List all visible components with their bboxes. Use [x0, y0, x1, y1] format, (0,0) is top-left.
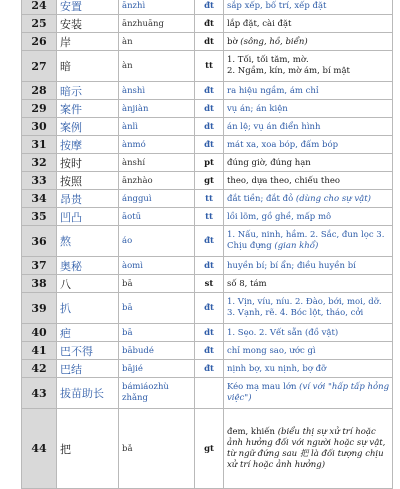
entry-pinyin [119, 275, 195, 293]
entry-number-text: 29 [31, 102, 47, 115]
entry-number [22, 226, 57, 257]
entry-meaning [224, 136, 393, 154]
table-row [22, 257, 393, 275]
entry-hanzi-text: 案件 [60, 102, 82, 116]
table-row [22, 208, 393, 226]
entry-hanzi-text: 巴结 [60, 362, 82, 376]
entry-hanzi [57, 118, 119, 136]
entry-meaning [224, 33, 393, 51]
entry-part-of-speech-text: đt [204, 236, 214, 246]
entry-meaning-text: ra hiệu ngầm, ám chỉ [227, 85, 319, 96]
entry-meaning [224, 409, 393, 489]
entry-pinyin-text: ānzhuāng [122, 18, 164, 29]
entry-hanzi [57, 409, 119, 489]
table-row [22, 82, 393, 100]
entry-hanzi-text: 按摩 [60, 138, 82, 152]
entry-number [22, 154, 57, 172]
entry-number-text: 31 [31, 138, 47, 151]
entry-pinyin [119, 0, 195, 15]
vocabulary-table-body [22, 0, 393, 489]
entry-hanzi-text: 八 [60, 277, 71, 291]
entry-number-text: 38 [31, 277, 47, 290]
entry-number-text: 41 [31, 344, 47, 357]
entry-hanzi-text: 熬 [60, 235, 71, 248]
entry-number-text: 34 [31, 192, 47, 205]
entry-meaning [224, 51, 393, 82]
entry-part-of-speech-text: dt [204, 36, 214, 47]
entry-number-text: 26 [31, 35, 47, 48]
entry-meaning-text: nịnh bợ, xu nịnh, bợ đỡ [227, 363, 327, 374]
entry-hanzi-text: 巴不得 [60, 344, 93, 358]
entry-meaning-text: lắp đặt, cài đặt [227, 18, 292, 29]
entry-pinyin-text: bǎ [122, 443, 133, 454]
entry-number-text: 42 [31, 362, 47, 375]
entry-part-of-speech-text: dt [204, 260, 214, 271]
entry-hanzi-text: 安置 [60, 0, 82, 13]
entry-hanzi-text: 按时 [60, 156, 82, 170]
entry-part-of-speech [195, 82, 224, 100]
entry-pinyin [119, 136, 195, 154]
table-row [22, 324, 393, 342]
entry-part-of-speech [195, 360, 224, 378]
entry-number-text: 44 [31, 442, 47, 455]
table-row [22, 190, 393, 208]
entry-number [22, 190, 57, 208]
entry-pinyin [119, 378, 195, 409]
entry-pinyin-text: bā [122, 303, 133, 313]
table-row [22, 51, 393, 82]
table-row [22, 275, 393, 293]
entry-hanzi [57, 324, 119, 342]
entry-hanzi [57, 82, 119, 100]
entry-number-text: 27 [31, 59, 47, 73]
entry-pinyin-text: bābudé [122, 345, 154, 356]
entry-hanzi [57, 360, 119, 378]
entry-meaning [224, 293, 393, 324]
table-row [22, 293, 393, 324]
entry-pinyin [119, 154, 195, 172]
entry-meaning-text: sắp xếp, bố trí, xếp đặt [227, 0, 327, 11]
entry-meaning [224, 82, 393, 100]
entry-meaning-note: (gian khổ) [274, 241, 319, 251]
entry-number [22, 293, 57, 324]
entry-hanzi-text: 按照 [60, 174, 82, 188]
entry-part-of-speech [195, 275, 224, 293]
entry-part-of-speech [195, 172, 224, 190]
entry-pinyin-text: ànshí [122, 157, 146, 168]
entry-part-of-speech [195, 136, 224, 154]
entry-meaning-note: (dùng cho sự vật) [295, 193, 371, 204]
entry-pinyin-text: bámiáozhù zhǎng [122, 382, 169, 403]
entry-number-text: 24 [31, 0, 47, 12]
entry-meaning [224, 275, 393, 293]
entry-part-of-speech [195, 342, 224, 360]
table-row [22, 0, 393, 15]
entry-meaning-text: 1. Sẹo. 2. Vết sẵn (đồ vật) [227, 327, 339, 338]
entry-pinyin-text: ànmó [122, 139, 146, 150]
entry-part-of-speech-text: dt [204, 327, 214, 338]
entry-hanzi-text: 凹凸 [60, 210, 82, 224]
entry-meaning [224, 226, 393, 257]
entry-hanzi-text: 昂贵 [60, 192, 82, 206]
entry-number-text: 37 [31, 259, 47, 272]
entry-pinyin [119, 409, 195, 489]
entry-part-of-speech [195, 100, 224, 118]
entry-pinyin [119, 293, 195, 324]
entry-number-text: 25 [31, 17, 47, 30]
entry-pinyin [119, 82, 195, 100]
table-row [22, 15, 393, 33]
entry-pinyin-text: àomì [122, 260, 143, 271]
entry-hanzi [57, 190, 119, 208]
entry-meaning-text: số 8, tám [227, 278, 267, 289]
entry-part-of-speech [195, 118, 224, 136]
entry-number [22, 275, 57, 293]
entry-part-of-speech [195, 15, 224, 33]
entry-number-text: 33 [31, 174, 47, 187]
entry-hanzi [57, 257, 119, 275]
entry-number-text: 28 [31, 84, 47, 97]
entry-hanzi-text: 拔苗助长 [60, 387, 104, 400]
entry-meaning-text: huyền bí; bí ẩn; điều huyền bí [227, 260, 356, 271]
entry-meaning [224, 324, 393, 342]
entry-number [22, 257, 57, 275]
entry-hanzi-text: 扒 [60, 302, 71, 315]
entry-part-of-speech-text: đt [204, 139, 214, 150]
entry-number-text: 36 [31, 234, 47, 248]
entry-number [22, 0, 57, 15]
entry-meaning [224, 0, 393, 15]
entry-meaning-text: vụ án; án kiện [227, 103, 288, 114]
entry-part-of-speech [195, 378, 224, 409]
entry-part-of-speech [195, 190, 224, 208]
entry-number-text: 39 [31, 301, 47, 315]
entry-number [22, 15, 57, 33]
entry-number [22, 51, 57, 82]
entry-pinyin-text: ànlì [122, 121, 138, 132]
entry-number [22, 360, 57, 378]
entry-part-of-speech-text: đt [204, 303, 214, 313]
entry-number [22, 378, 57, 409]
entry-hanzi [57, 100, 119, 118]
entry-hanzi [57, 275, 119, 293]
entry-meaning [224, 118, 393, 136]
entry-meaning [224, 15, 393, 33]
entry-pinyin-text: bā [122, 278, 133, 289]
entry-part-of-speech [195, 409, 224, 489]
entry-number [22, 208, 57, 226]
entry-number [22, 409, 57, 489]
table-row [22, 136, 393, 154]
entry-part-of-speech-text: đt [204, 345, 214, 356]
entry-meaning [224, 378, 393, 409]
entry-pinyin-text: áo [122, 236, 133, 246]
entry-part-of-speech-text: tt [205, 211, 213, 222]
entry-hanzi-text: 岸 [60, 35, 71, 49]
entry-hanzi-text: 把 [60, 442, 71, 456]
entry-number-text: 35 [31, 210, 47, 223]
entry-part-of-speech [195, 33, 224, 51]
entry-meaning-text: Kéo mạ mau lớn [227, 382, 300, 392]
entry-meaning [224, 257, 393, 275]
table-row [22, 226, 393, 257]
entry-pinyin [119, 208, 195, 226]
entry-number [22, 324, 57, 342]
entry-pinyin [119, 190, 195, 208]
entry-meaning-text: đem, khiến [227, 426, 278, 437]
entry-meaning [224, 360, 393, 378]
entry-number-text: 43 [31, 386, 47, 400]
entry-meaning-text: 1. Tối, tối tăm, mờ. 2. Ngầm, kín, mờ ám, bí mật [227, 55, 350, 76]
entry-pinyin [119, 360, 195, 378]
entry-part-of-speech-text: đt [204, 0, 214, 11]
entry-meaning-note: (sông, hồ, biển) [240, 36, 308, 47]
entry-pinyin-text: bā [122, 327, 133, 338]
entry-pinyin [119, 172, 195, 190]
entry-meaning [224, 342, 393, 360]
entry-meaning-text: 1. Vịn, víu, níu. 2. Đào, bới, moi, dỡ. 3. Vạnh, rẽ. 4. Bóc lột, tháo, cởi [227, 297, 382, 318]
entry-pinyin [119, 118, 195, 136]
entry-pinyin-text: ànshì [122, 85, 146, 96]
table-row [22, 342, 393, 360]
entry-part-of-speech [195, 0, 224, 15]
entry-meaning-text: theo, dựa theo, chiếu theo [227, 175, 340, 186]
entry-number [22, 136, 57, 154]
entry-meaning-text: 1. Nấu, ninh, hầm. 2. Sắc, đun lọc 3. Chịu đựng [227, 230, 385, 251]
entry-part-of-speech-text: đt [204, 18, 214, 29]
entry-part-of-speech-text: dt [204, 121, 214, 132]
entry-part-of-speech-text: đt [204, 363, 214, 374]
entry-pinyin-text: ànjiàn [122, 103, 149, 114]
entry-pinyin [119, 33, 195, 51]
entry-hanzi [57, 15, 119, 33]
entry-pinyin-text: àn [122, 61, 133, 71]
entry-number [22, 342, 57, 360]
entry-pinyin-text: ānzhào [122, 175, 153, 186]
table-row [22, 33, 393, 51]
entry-hanzi-text: 奥秘 [60, 259, 82, 273]
entry-part-of-speech [195, 293, 224, 324]
entry-hanzi-text: 疤 [60, 326, 71, 340]
entry-hanzi [57, 208, 119, 226]
entry-pinyin [119, 51, 195, 82]
entry-number [22, 100, 57, 118]
entry-part-of-speech-text: gt [204, 175, 214, 186]
entry-hanzi [57, 154, 119, 172]
entry-meaning-text: đắt tiền; đắt đỏ [227, 193, 296, 204]
entry-pinyin-text: ángguì [122, 193, 152, 204]
entry-part-of-speech-text: tt [205, 193, 213, 204]
entry-pinyin [119, 100, 195, 118]
entry-meaning-text: đúng giờ, đúng hạn [227, 157, 311, 168]
entry-hanzi-text: 安装 [60, 17, 82, 31]
entry-hanzi [57, 33, 119, 51]
entry-number-text: 32 [31, 156, 47, 169]
entry-number-text: 30 [31, 120, 47, 133]
entry-hanzi-text: 暗示 [60, 84, 82, 98]
entry-part-of-speech-text: đt [204, 85, 214, 96]
table-row [22, 378, 393, 409]
entry-meaning-note: (biểu thị sự xử trí hoặc ảnh hưởng đối với người hoặc sự vật, từ ngữ đứng sau 把 là đối tượng chịu xử trí hoặc ảnh hưởng) [227, 426, 386, 470]
entry-hanzi [57, 293, 119, 324]
entry-meaning-text: án lệ; vụ án điển hình [227, 121, 321, 132]
entry-meaning-text: bờ [227, 36, 241, 47]
entry-part-of-speech [195, 324, 224, 342]
entry-hanzi [57, 226, 119, 257]
entry-hanzi [57, 51, 119, 82]
vocabulary-table [21, 0, 393, 489]
entry-pinyin [119, 15, 195, 33]
entry-pinyin [119, 342, 195, 360]
entry-hanzi [57, 136, 119, 154]
entry-pinyin-text: āotū [122, 211, 142, 222]
entry-pinyin [119, 226, 195, 257]
entry-number-text: 40 [31, 326, 47, 339]
entry-part-of-speech [195, 208, 224, 226]
entry-meaning-text: chỉ mong sao, ước gì [227, 345, 316, 356]
entry-meaning [224, 100, 393, 118]
entry-part-of-speech-text: pt [204, 157, 214, 168]
table-row [22, 154, 393, 172]
entry-meaning [224, 172, 393, 190]
entry-part-of-speech-text: st [204, 278, 214, 289]
entry-meaning [224, 154, 393, 172]
entry-pinyin [119, 324, 195, 342]
entry-hanzi [57, 0, 119, 15]
entry-hanzi-text: 暗 [60, 60, 71, 73]
entry-part-of-speech [195, 51, 224, 82]
entry-part-of-speech-text: gt [204, 443, 214, 454]
entry-meaning-note: (ví với "hấp tấp hỏng việc") [227, 382, 390, 403]
entry-hanzi [57, 172, 119, 190]
entry-hanzi [57, 378, 119, 409]
entry-hanzi [57, 342, 119, 360]
entry-part-of-speech [195, 154, 224, 172]
entry-pinyin [119, 257, 195, 275]
entry-part-of-speech-text: tt [205, 61, 213, 71]
table-row [22, 360, 393, 378]
entry-number [22, 33, 57, 51]
entry-meaning-text: mát xa, xoa bóp, đấm bóp [227, 139, 339, 150]
entry-pinyin-text: bājié [122, 363, 143, 374]
entry-pinyin-text: ānzhì [122, 0, 146, 11]
entry-pinyin-text: àn [122, 36, 133, 47]
entry-part-of-speech-text: dt [204, 103, 214, 114]
entry-number [22, 82, 57, 100]
entry-hanzi-text: 案例 [60, 120, 82, 134]
table-row [22, 100, 393, 118]
entry-meaning [224, 208, 393, 226]
table-row [22, 118, 393, 136]
entry-part-of-speech [195, 257, 224, 275]
table-row [22, 409, 393, 489]
entry-number [22, 118, 57, 136]
entry-meaning [224, 190, 393, 208]
entry-part-of-speech [195, 226, 224, 257]
entry-meaning-text: lồi lõm, gồ ghề, mấp mô [227, 211, 332, 222]
entry-number [22, 172, 57, 190]
table-row [22, 172, 393, 190]
